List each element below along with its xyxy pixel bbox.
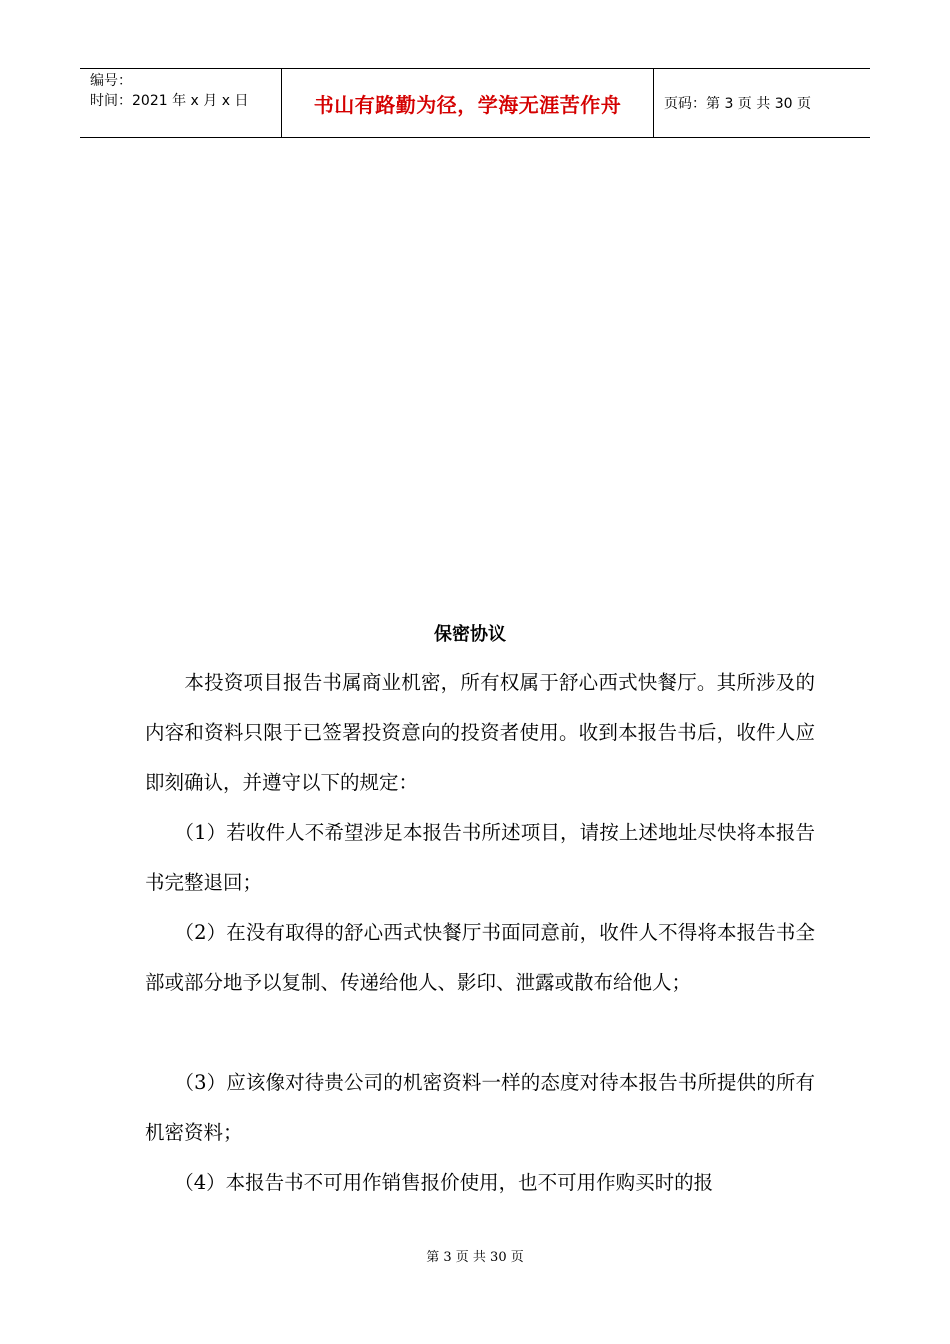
page-info: 页码：第 3 页 共 30 页 (664, 96, 811, 112)
paragraph-clause-2: （2）在没有取得的舒心西式快餐厅书面同意前，收件人不得将本报告书全部或部分地予以复制、传递给他人、影印、泄露或散布给他人； (145, 921, 815, 994)
header-meta-cell (80, 69, 282, 137)
paragraph-clause-1: （1）若收件人不希望涉足本报告书所述项目，请按上述地址尽快将本报告书完整退回； (145, 821, 815, 894)
motto-text: 书山有路勤为径，学海无涯苦作舟 (313, 92, 622, 117)
time-label: 时间：2021 年 x 月 x 日 (90, 93, 249, 109)
code-label: 编号： (90, 73, 132, 89)
paragraph-intro: 本投资项目报告书属商业机密，所有权属于舒心西式快餐厅。其所涉及的内容和资料只限于已签署投资意向的投资者使用。收到本报告书后，收件人应即刻确认，并遵守以下的规定： (145, 671, 815, 794)
page-footer (0, 1246, 950, 1265)
page-header (80, 68, 870, 138)
header-motto-cell (282, 69, 654, 137)
paragraph-clause-3: （3）应该像对待贵公司的机密资料一样的态度对待本报告书所提供的所有机密资料； (145, 1071, 815, 1144)
footer-page-number: 第 3 页 共 30 页 (426, 1250, 524, 1265)
header-page-cell (654, 69, 870, 137)
paragraph-clause-4: （4）本报告书不可用作销售报价使用，也不可用作购买时的报 (145, 1171, 714, 1194)
document-title-text: 保密协议 (434, 624, 506, 645)
document-title (0, 620, 950, 646)
